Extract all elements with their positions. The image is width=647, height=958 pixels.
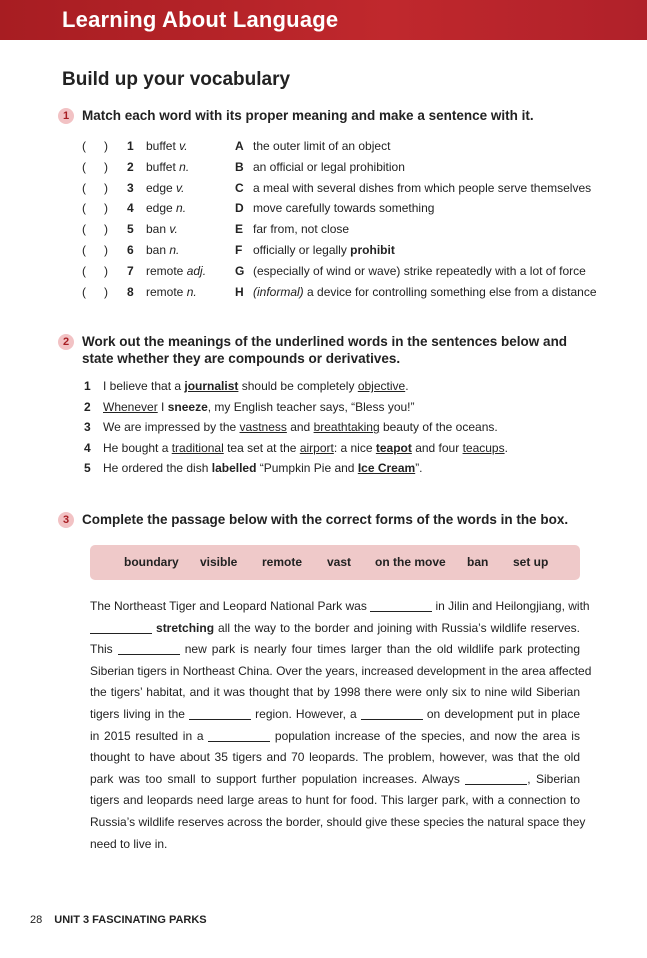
definition — [253, 199, 434, 217]
passage-text: The Northeast Tiger and Leopard National Park was — [90, 599, 371, 613]
paren-open: ( — [82, 159, 86, 174]
word-text: ban — [146, 222, 167, 237]
answer-parentheses — [82, 283, 112, 301]
underlined-word: journalist — [184, 379, 239, 393]
section-1-instruction: Match each word with its proper meaning and make a sentence with it. — [82, 108, 534, 123]
word-pos: n. — [176, 201, 187, 216]
sentence-text: I believe that a — [103, 379, 185, 393]
paren-close: ) — [104, 222, 108, 237]
definition-letter: H — [235, 284, 244, 299]
passage-text: park was too small to support further population increases. Always — [90, 771, 466, 786]
passage-text: stretching — [156, 620, 215, 635]
definition — [253, 283, 597, 301]
definition-letter: F — [235, 243, 243, 257]
section-1-title — [58, 107, 534, 124]
page-number: 28 — [30, 914, 43, 926]
sentence-text: . — [405, 379, 409, 393]
answer-parentheses — [82, 158, 112, 176]
passage-text: new park is nearly four times larger than the old wildlife park protecting — [179, 642, 580, 657]
paren-open: ( — [82, 263, 86, 278]
passage-text: need to live in. — [90, 836, 168, 851]
passage-line — [90, 640, 580, 658]
answer-blank — [370, 599, 432, 612]
item-number: 3 — [127, 180, 134, 195]
answer-blank — [189, 707, 251, 720]
sentence-number: 4 — [84, 440, 91, 455]
definition-letter: G — [235, 263, 245, 278]
sentence-text: tea set at the — [223, 440, 300, 455]
word-text: edge — [146, 180, 173, 195]
answer-parentheses — [82, 262, 112, 280]
item-word — [146, 262, 206, 280]
answer-parentheses — [82, 199, 112, 217]
section-3-instruction: Complete the passage below with the correct forms of the words in the box. — [82, 512, 569, 527]
item-word — [146, 137, 188, 155]
sentence-text: beauty of the oceans. — [379, 420, 498, 435]
section-3-title — [58, 511, 568, 528]
answer-parentheses — [82, 220, 112, 238]
item-word — [146, 283, 197, 301]
paren-open: ( — [82, 201, 86, 216]
definition-text: (especially of wind or wave) strike repeatedly with a lot of force — [253, 263, 586, 278]
sentence-text: . — [504, 440, 508, 455]
passage-line — [90, 597, 590, 615]
item-number: 1 — [127, 139, 134, 153]
passage-text: tigers and leopards need large areas to hunt for food. This larger park, with a connection to — [90, 793, 580, 808]
passage-line — [90, 835, 580, 853]
definition-text: far from, not close — [253, 222, 350, 237]
item-number: 8 — [127, 284, 134, 299]
item-number: 6 — [127, 243, 134, 257]
definition-letter: D — [235, 201, 244, 216]
paren-close: ) — [104, 180, 108, 195]
answer-parentheses — [82, 241, 112, 259]
paren-open: ( — [82, 222, 86, 237]
passage-text: Russia’s wildlife reserves across the border, should give these species the natural space they — [90, 815, 586, 829]
passage-text: in 2015 resulted in a — [90, 728, 209, 743]
section-2-title — [58, 333, 567, 367]
sentence-text: should be completely — [238, 379, 358, 393]
word-pos: v. — [176, 180, 185, 195]
passage-text: the tigers’ habitat, and it was thought that by 1998 there were only six to nine wild Siberian — [90, 685, 580, 700]
item-number: 4 — [127, 201, 134, 216]
paren-close: ) — [104, 201, 108, 216]
sentence-number: 3 — [84, 420, 91, 435]
definition-italic: (informal) — [253, 284, 304, 299]
box-word: visible — [200, 555, 238, 569]
answer-blank — [208, 729, 270, 742]
section-heading: Build up your vocabulary — [62, 69, 291, 90]
definition — [253, 220, 349, 238]
box-word: remote — [262, 555, 303, 569]
paren-close: ) — [104, 159, 108, 174]
underlined-word: Ice Cream — [357, 461, 416, 476]
definition — [253, 158, 405, 176]
definition-text: an official or legal prohibition — [253, 159, 405, 174]
word-pos: adj. — [186, 263, 207, 278]
header-title: Learning About Language — [62, 7, 339, 32]
box-word: vast — [327, 555, 352, 569]
definition — [253, 262, 586, 280]
sentence-number: 5 — [84, 461, 91, 476]
word-pos: v. — [169, 222, 178, 237]
sentence-text: : a nice — [333, 440, 376, 455]
header-banner — [0, 0, 647, 40]
paren-open: ( — [82, 284, 86, 299]
item-word — [146, 158, 189, 176]
unit-label: UNIT 3 FASCINATING PARKS — [54, 914, 207, 926]
section-2-number: 2 — [58, 334, 74, 350]
passage-line — [90, 791, 580, 809]
sentence-text: and four — [411, 440, 463, 455]
definition-text: move carefully towards something — [253, 201, 435, 216]
passage-text: region. However, a — [251, 707, 361, 721]
underlined-word: vastness — [239, 420, 287, 435]
sentence-row — [84, 418, 498, 436]
answer-blank — [361, 707, 423, 720]
passage-line — [90, 662, 592, 680]
passage-text: in Jilin and Heilongjiang, with — [432, 599, 590, 613]
sentence-text: labelled — [211, 461, 257, 476]
definition-text: the outer limit of an object — [253, 139, 391, 153]
item-word — [146, 199, 186, 217]
sentence-text: He bought a — [103, 440, 172, 455]
sentence-text: sneeze — [167, 399, 208, 414]
word-pos: v. — [179, 139, 188, 153]
passage-text: Siberian tigers in Northeast China. Over the years, increased development in the area affected — [90, 663, 592, 678]
definition-letter: C — [235, 180, 244, 195]
word-text: edge — [146, 201, 173, 216]
underlined-word: objective — [357, 379, 406, 393]
passage-line — [90, 705, 580, 723]
definition-letter: E — [235, 222, 244, 237]
word-text: ban — [146, 243, 167, 257]
underlined-word: Whenever — [103, 399, 158, 414]
sentence-number: 1 — [84, 379, 91, 393]
item-word — [146, 179, 185, 197]
underlined-word: traditional — [171, 440, 224, 455]
passage-text: on development put in place — [422, 707, 580, 721]
item-number: 5 — [127, 222, 134, 237]
answer-blank — [118, 642, 180, 655]
answer-blank — [465, 772, 527, 785]
definition-bold: prohibit — [350, 243, 395, 257]
item-number: 2 — [127, 159, 134, 174]
sentence-text: , my English teacher says, “Bless you!” — [207, 399, 415, 414]
passage-line — [90, 748, 580, 766]
item-word — [146, 241, 179, 259]
paren-open: ( — [82, 243, 86, 257]
definition-text: a meal with several dishes from which people serve themselves — [253, 180, 592, 195]
word-box — [90, 545, 580, 580]
passage-line — [90, 813, 586, 831]
underlined-word: breathtaking — [313, 420, 380, 435]
box-word: on the move — [375, 555, 446, 569]
section-2-instruction-line2: state whether they are compounds or derivatives. — [82, 351, 401, 366]
underlined-word: airport — [299, 440, 334, 455]
paren-close: ) — [104, 139, 108, 153]
paren-close: ) — [104, 243, 108, 257]
word-pos: n. — [179, 159, 190, 174]
box-word: ban — [467, 555, 489, 569]
sentence-number: 2 — [84, 399, 91, 414]
passage-text: tigers living in the — [90, 707, 190, 721]
definition-letter: B — [235, 159, 244, 174]
section-3-number: 3 — [58, 512, 74, 528]
answer-blank — [90, 621, 152, 634]
sentence-text: and — [286, 420, 314, 435]
definition — [253, 179, 591, 197]
definition-text: a device for controlling something else from a distance — [303, 284, 597, 299]
passage-text: all the way to the border and joining with Russia’s wildlife reserves. — [214, 620, 580, 635]
word-text: remote — [146, 263, 184, 278]
sentence-text: ”. — [415, 461, 423, 476]
passage-line — [90, 770, 580, 788]
section-2-instruction-line1: Work out the meanings of the underlined words in the sentences below and — [82, 334, 568, 349]
passage-text: thought to have about 35 tigers and 70 leopards. The problem, however, was that the old — [90, 750, 580, 765]
answer-parentheses — [82, 137, 112, 155]
page-footer — [30, 914, 207, 926]
word-pos: n. — [186, 284, 197, 299]
sentence-row — [84, 459, 423, 477]
answer-parentheses — [82, 179, 112, 197]
sentence-text: I — [157, 399, 168, 414]
paren-open: ( — [82, 180, 86, 195]
sentence-text: “Pumpkin Pie and — [256, 461, 358, 476]
definition — [253, 137, 390, 155]
word-text: remote — [146, 284, 184, 299]
passage-line — [90, 683, 580, 701]
definition — [253, 241, 395, 259]
definition-letter: A — [235, 139, 244, 153]
passage-text: population increase of the species, and now the area is — [270, 728, 580, 743]
sentence-row — [84, 377, 409, 395]
definition-text: officially or legally — [253, 243, 351, 257]
word-text: buffet — [146, 139, 176, 153]
word-text: buffet — [146, 159, 176, 174]
passage-line — [90, 619, 580, 637]
underlined-word: teapot — [375, 440, 412, 455]
word-pos: n. — [169, 243, 180, 257]
item-word — [146, 220, 178, 238]
passage-line — [90, 727, 580, 745]
sentence-row — [84, 439, 508, 457]
paren-close: ) — [104, 284, 108, 299]
paren-open: ( — [82, 139, 86, 153]
item-number: 7 — [127, 263, 134, 278]
box-word: boundary — [124, 555, 179, 569]
passage-text: This — [90, 642, 118, 657]
sentence-text: We are impressed by the — [103, 420, 240, 435]
passage-text: , Siberian — [527, 771, 581, 786]
section-1-number: 1 — [58, 108, 74, 124]
sentence-text: He ordered the dish — [103, 461, 212, 476]
sentence-row — [84, 398, 415, 416]
paren-close: ) — [104, 263, 108, 278]
underlined-word: teacups — [462, 440, 505, 455]
box-word: set up — [513, 555, 549, 569]
